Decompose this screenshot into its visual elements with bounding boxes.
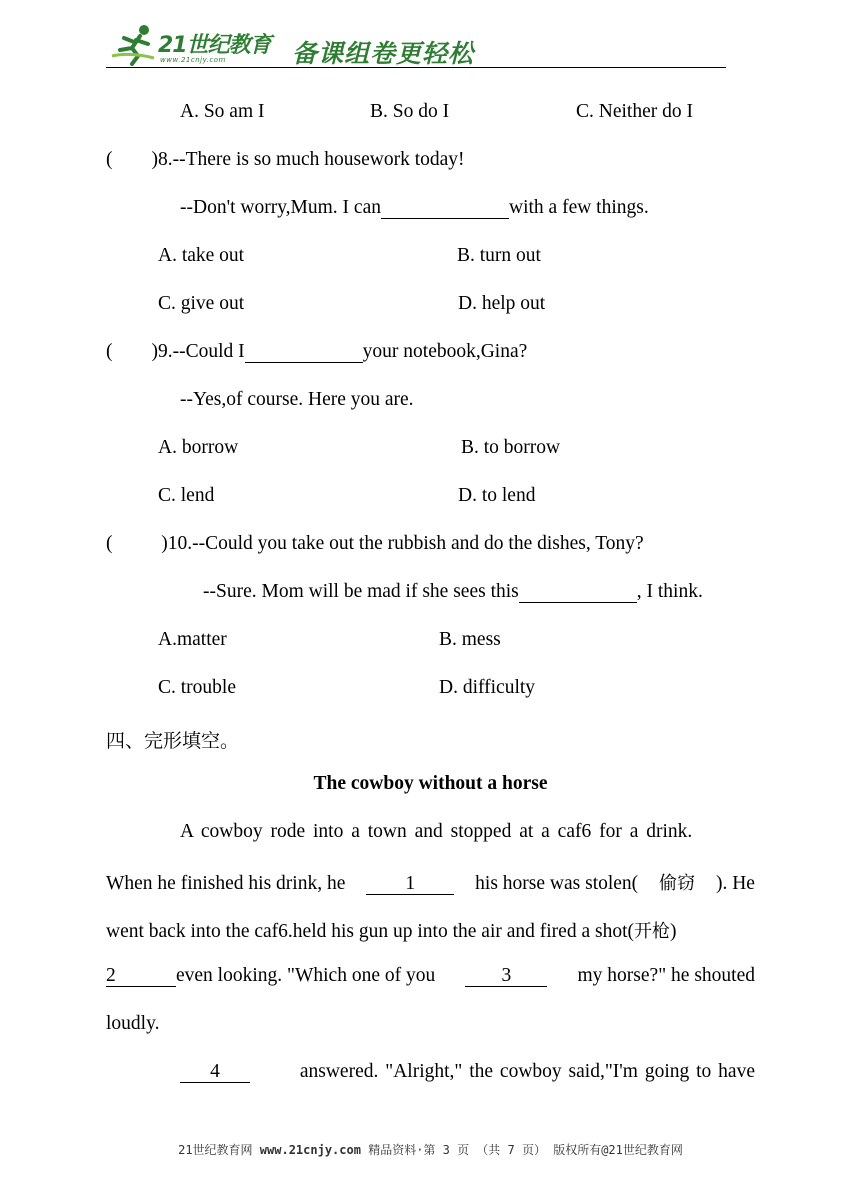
section-heading: 四、完形填空。 [106, 730, 240, 752]
footer-site: 21世纪教育网 [178, 1143, 253, 1157]
passage-text: my horse?" he shouted [577, 965, 755, 986]
q10-option-d: D. difficulty [439, 677, 536, 698]
q8-reply-after: with a few things. [509, 197, 649, 218]
q10-option-b: B. mess [439, 629, 501, 650]
header-divider [106, 67, 726, 68]
passage-line-1 [180, 821, 755, 843]
q10-stem [106, 533, 644, 555]
answer-blank [519, 582, 637, 603]
q10-option-c: C. trouble [158, 677, 236, 698]
q8-reply-before: --Don't worry,Mum. I can [180, 197, 381, 218]
runner-logo-icon [110, 22, 158, 66]
page-header [106, 22, 726, 70]
chinese-gloss: 开枪 [633, 921, 670, 942]
passage-text: ). He [715, 873, 755, 894]
q9-stem [106, 341, 527, 363]
logo-url: www.21cnjy.com [160, 56, 226, 64]
q8-option-b: B. turn out [457, 245, 541, 266]
passage-line-4 [106, 965, 755, 987]
q10-reply-after: , I think. [636, 581, 703, 602]
passage-text: even looking. "Which one of you [176, 965, 436, 986]
q7-option-a: A. So am I [180, 101, 265, 122]
passage-text: ) [669, 921, 677, 942]
q7-option-c: C. Neither do I [576, 101, 693, 122]
passage-line-5: loudly. [106, 1013, 160, 1034]
q8-stem [106, 149, 465, 171]
cloze-blank-3: 3 [465, 966, 547, 987]
q9-option-c: C. lend [158, 485, 215, 506]
answer-paren: ( ) [106, 533, 168, 554]
page-footer [0, 1141, 861, 1158]
q10-reply-before: --Sure. Mom will be mad if she sees this [203, 581, 519, 602]
cloze-blank-2: 2 [106, 966, 176, 987]
q10-reply [203, 581, 703, 603]
answer-paren: ( ) [106, 341, 158, 362]
passage-text: his horse was stolen( [475, 873, 639, 894]
q8-reply [180, 197, 649, 219]
q9-option-d: D. to lend [458, 485, 536, 506]
cloze-blank-1: 1 [366, 874, 454, 895]
logo-brand: 21世纪教育 [158, 33, 271, 58]
passage-text: went back into the caf6.held his gun up into the air and fired a shot( [106, 921, 634, 942]
passage-text: A cowboy rode into a town and stopped at a caf6 for a drink. [180, 821, 693, 842]
q9-option-a: A. borrow [158, 437, 239, 458]
q9-reply: --Yes,of course. Here you are. [180, 389, 414, 410]
q8-option-c: C. give out [158, 293, 245, 314]
passage-line-2 [106, 869, 755, 895]
footer-page-info: 精品资料·第 3 页 （共 7 页） 版权所有@21世纪教育网 [368, 1143, 683, 1157]
answer-paren: ( ) [106, 149, 158, 170]
q9-option-b: B. to borrow [461, 437, 561, 458]
passage-text: answered. "Alright," the cowboy said,"I'm going to have [299, 1061, 755, 1082]
q7-option-b: B. So do I [370, 101, 450, 122]
passage-title: The cowboy without a horse [313, 773, 548, 794]
passage-text: When he finished his drink, he [106, 873, 346, 894]
passage-segment [106, 965, 435, 987]
passage-line-3 [106, 917, 676, 943]
q8-option-a: A. take out [158, 245, 245, 266]
q9-stem-before: 9.--Could I [158, 341, 245, 362]
chinese-gloss: 偷窃 [659, 873, 696, 894]
passage-line-6 [180, 1061, 755, 1083]
q8-stem-text: 8.--There is so much housework today! [158, 149, 465, 170]
answer-blank [381, 198, 509, 219]
q10-option-a: A.matter [158, 629, 227, 650]
q9-stem-after: your notebook,Gina? [362, 341, 528, 362]
q8-option-d: D. help out [458, 293, 546, 314]
header-slogan: 备课组卷更轻松 [292, 39, 475, 68]
q10-stem-text: 10.--Could you take out the rubbish and do the dishes, Tony? [167, 533, 644, 554]
footer-url: www.21cnjy.com [259, 1143, 361, 1157]
cloze-blank-4: 4 [180, 1062, 250, 1083]
answer-blank [245, 342, 363, 363]
